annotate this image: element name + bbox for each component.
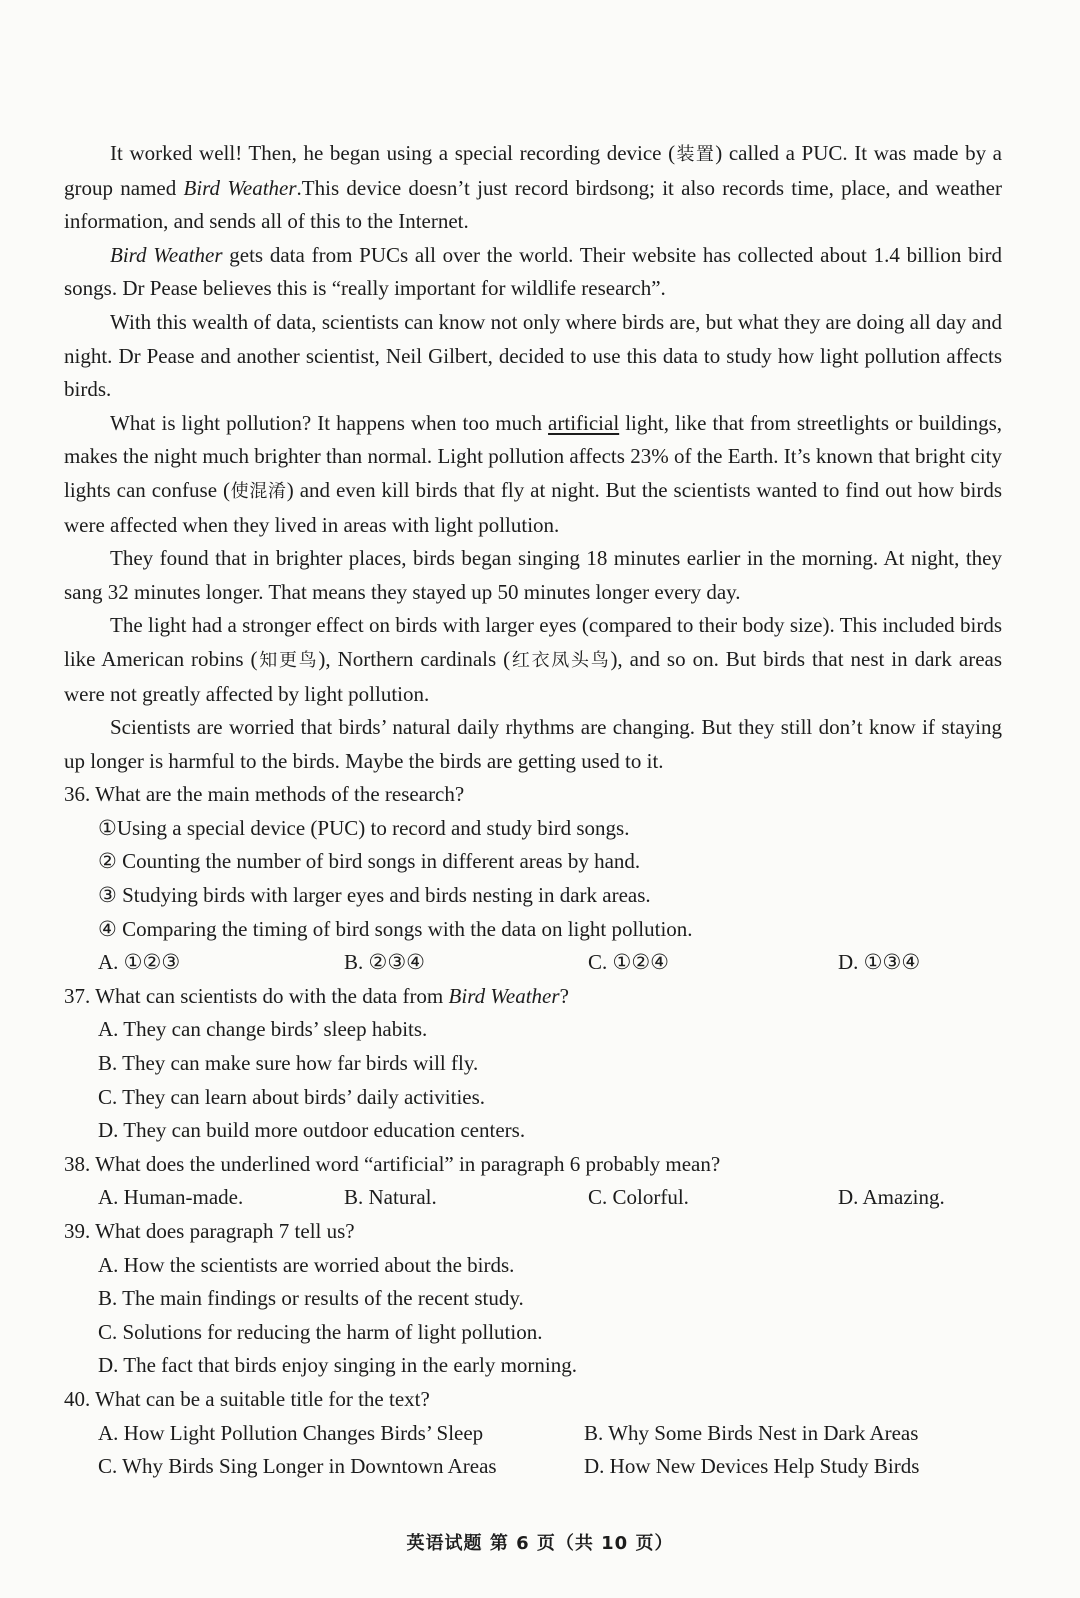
text: 37. What can scientists do with the data from	[64, 983, 449, 1008]
option-a: A. How Light Pollution Changes Birds’ Sleep	[98, 1420, 484, 1445]
option-d: D. How New Devices Help Study Birds	[584, 1454, 920, 1479]
question-40	[64, 1383, 1002, 1484]
option-d: D. ①③④	[838, 950, 921, 975]
statement-4: ④ Comparing the timing of bird songs with the data on light pollution.	[98, 916, 693, 941]
chinese-gloss: 红衣凤头鸟	[510, 649, 611, 671]
exam-page	[64, 137, 1002, 1484]
text: ) and even kill birds that fly at night. But the scientists wanted to find out how birds were affected when they lived in areas with light pollution.	[64, 477, 1003, 537]
option-c: C. Colorful.	[588, 1185, 689, 1210]
page-footer: 英语试题 第 6 页（共 10 页）	[406, 1533, 674, 1554]
text: ), Northern cardinals (	[318, 646, 511, 671]
text: It worked well! Then, he began using a special recording device (	[110, 141, 676, 165]
question-stem: 40. What can be a suitable title for the text?	[64, 1386, 430, 1411]
option-d: D. Amazing.	[838, 1185, 945, 1210]
option-a: A. Human-made.	[98, 1185, 244, 1210]
italic-name: Bird Weather	[110, 242, 223, 267]
text: ), and so on. But birds that nest in dark areas were not greatly affected by light pollution.	[64, 646, 1003, 706]
question-37	[64, 980, 1002, 1148]
passage-paragraph-6	[64, 609, 1002, 711]
question-stem: 38. What does the underlined word “artificial” in paragraph 6 probably mean?	[64, 1151, 721, 1176]
option-b: B. Natural.	[344, 1185, 437, 1210]
passage-paragraph-4	[64, 407, 1002, 542]
text: The light had a stronger effect on birds with larger eyes (compared to their body size). This included birds like American robins (	[64, 613, 1002, 671]
question-38	[64, 1148, 1002, 1215]
italic-name: Bird Weather	[448, 983, 560, 1008]
statement-1: ①Using a special device (PUC) to record and study bird songs.	[98, 815, 630, 840]
option-a: A. They can change birds’ sleep habits.	[98, 1017, 428, 1042]
option-b: B. ②③④	[344, 950, 425, 975]
question-stem: 39. What does paragraph 7 tell us?	[64, 1219, 355, 1243]
option-b: B. The main findings or results of the recent study.	[98, 1286, 524, 1311]
question-stem: 36. What are the main methods of the research?	[64, 782, 465, 807]
chinese-gloss: 使混淆	[229, 480, 287, 502]
question-39	[64, 1215, 1002, 1383]
answer-options	[98, 1417, 1002, 1451]
question-stem	[64, 980, 1002, 1014]
chinese-gloss: 装置	[675, 144, 716, 165]
text: What is light pollution? It happens when too much	[110, 410, 549, 435]
italic-name: Bird Weather	[183, 175, 297, 200]
passage-paragraph-1	[64, 137, 1002, 239]
question-36	[64, 778, 1002, 980]
underlined-word: artificial	[548, 410, 620, 435]
option-a: A. How the scientists are worried about the birds.	[98, 1252, 515, 1277]
option-d: D. The fact that birds enjoy singing in the early morning.	[98, 1353, 578, 1378]
option-b: B. Why Some Birds Nest in Dark Areas	[584, 1420, 919, 1445]
answer-options	[98, 1450, 1002, 1484]
option-c: C. Solutions for reducing the harm of light pollution.	[98, 1319, 543, 1344]
text: .This device doesn’t just record birdsong; it also records time, place, and weather information, and sends all of this to the Internet.	[64, 175, 1002, 234]
passage-paragraph-5: They found that in brighter places, birds began singing 18 minutes earlier in the morning. At night, they sang 32 minutes longer. That means they stayed up 50 minutes longer every day.	[64, 546, 1002, 604]
option-c: C. Why Birds Sing Longer in Downtown Areas	[98, 1454, 497, 1479]
answer-options	[98, 1181, 1002, 1215]
option-d: D. They can build more outdoor education centers.	[98, 1118, 526, 1143]
option-c: C. They can learn about birds’ daily activities.	[98, 1084, 486, 1109]
passage-paragraph-3: With this wealth of data, scientists can know not only where birds are, but what they are doing all day and night. Dr Pease and another scientist, Neil Gilbert, decided to use this data to study how light pollution affects birds.	[64, 309, 1002, 402]
text: gets data from PUCs all over the world. Their website has collected about 1.4 billion bird songs. Dr Pease believes this is “really important for wildlife research”.	[64, 242, 1002, 301]
answer-options	[98, 946, 1002, 980]
statement-2: ② Counting the number of bird songs in different areas by hand.	[98, 849, 641, 874]
passage-paragraph-2	[64, 239, 1002, 306]
option-b: B. They can make sure how far birds will fly.	[98, 1051, 479, 1076]
text: ) called a PUC. It was made by a group named	[64, 141, 1003, 200]
chinese-gloss: 知更鸟	[257, 649, 319, 671]
passage-paragraph-7: Scientists are worried that birds’ natural daily rhythms are changing. But they still don’t know if staying up longer is harmful to the birds. Maybe the birds are getting used to it.	[64, 715, 1002, 773]
option-c: C. ①②④	[588, 950, 669, 975]
option-a: A. ①②③	[98, 950, 181, 975]
statement-3: ③ Studying birds with larger eyes and birds nesting in dark areas.	[98, 883, 651, 908]
text: ?	[559, 983, 569, 1008]
text: light, like that from streetlights or buildings, makes the night much brighter than normal. Light pollution affects 23% of the Earth. It’s known that bright city lights can confuse (	[64, 410, 1003, 502]
